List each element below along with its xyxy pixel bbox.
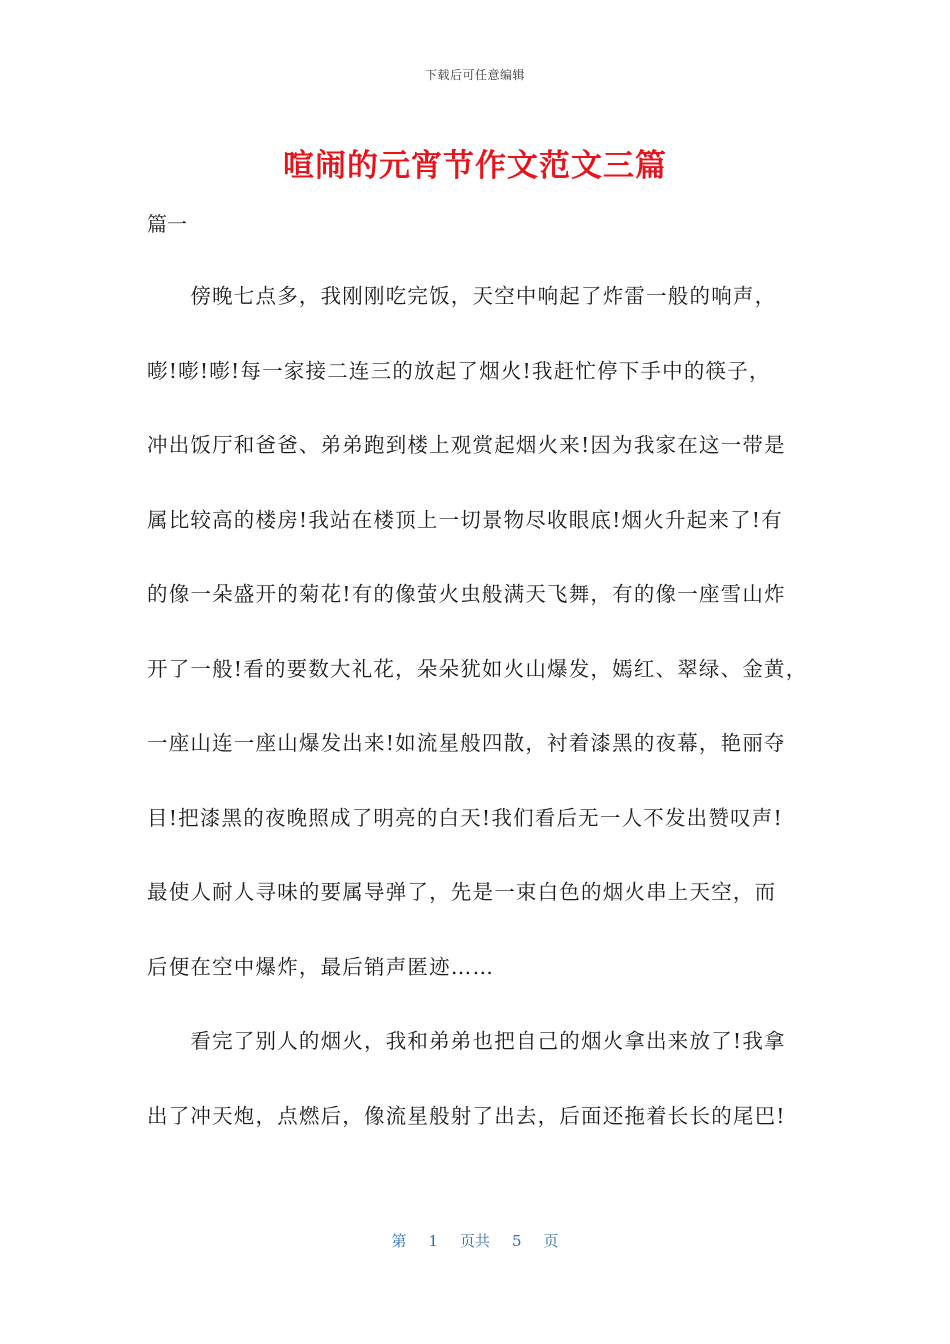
text-line: 属比较高的楼房!我站在楼顶上一切景物尽收眼底!烟火升起来了!有	[147, 507, 783, 532]
text-line: 开了一般!看的要数大礼花，朵朵犹如火山爆发，嫣红、翠绿、金黄，	[147, 656, 808, 681]
footer-total-pages: 5	[512, 1232, 522, 1250]
text-line: 的像一朵盛开的菊花!有的像萤火虫般满天飞舞，有的像一座雪山炸	[147, 582, 786, 606]
body-text	[147, 276, 807, 1170]
text-line: 后便在空中爆炸，最后销声匿迹……	[147, 954, 495, 979]
section-label: 篇一	[147, 212, 187, 236]
text-line: 看完了别人的烟火，我和弟弟也把自己的烟火拿出来放了!我拿	[147, 1029, 786, 1053]
text-line: 一座山连一座山爆发出来!如流星般四散，衬着漆黑的夜幕，艳丽夺	[147, 731, 786, 755]
document-title: 喧闹的元宵节作文范文三篇	[283, 148, 667, 184]
text-line: 出了冲天炮，点燃后，像流星般射了出去，后面还拖着长长的尾巴!	[147, 1103, 786, 1128]
text-line: 目!把漆黑的夜晚照成了明亮的白天!我们看后无一人不发出赞叹声!	[147, 805, 783, 830]
text-line: 冲出饭厅和爸爸、弟弟跑到楼上观赏起烟火来!因为我家在这一带是	[147, 433, 786, 457]
text-line: 嘭!嘭!嘭!每一家接二连三的放起了烟火!我赶忙停下手中的筷子，	[147, 358, 771, 383]
footer-current-page: 1	[428, 1232, 438, 1250]
page-footer	[0, 1230, 950, 1251]
footer-page-suffix: 页	[543, 1232, 559, 1250]
text-line: 最使人耐人寻味的要属导弹了，先是一束白色的烟火串上天空，而	[147, 880, 777, 904]
text-line: 傍晚七点多，我刚刚吃完饭，天空中响起了炸雷一般的响声，	[147, 284, 777, 308]
footer-page-prefix: 第	[391, 1232, 407, 1250]
header-note: 下载后可任意编辑	[424, 68, 525, 82]
footer-page-mid: 页共	[459, 1232, 490, 1250]
